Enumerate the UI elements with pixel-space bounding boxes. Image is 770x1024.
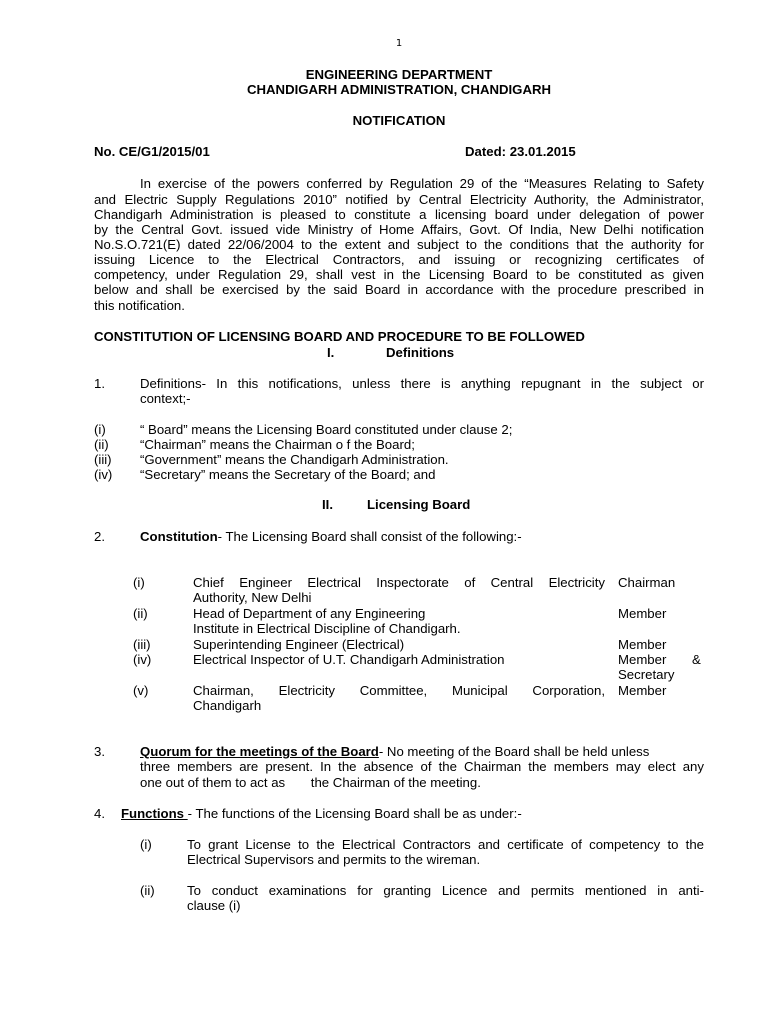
definition-number: (ii) [94, 437, 109, 452]
member-role: Member & [618, 652, 701, 667]
clause-2-number: 2. [94, 529, 105, 544]
member-role: Member [618, 606, 667, 621]
member-number: (iii) [133, 637, 151, 652]
notification-title: NOTIFICATION [352, 113, 446, 128]
function-number: (i) [140, 837, 152, 852]
definition-text: “Chairman” means the Chairman o f the Board; [140, 437, 415, 452]
member-role-cont: Secretary [618, 667, 675, 682]
member-role: Member [618, 683, 667, 698]
definition-number: (iv) [94, 467, 113, 482]
clause-2-title: Constitution [140, 529, 218, 544]
administration-heading: CHANDIGARH ADMINISTRATION, CHANDIGARH [246, 82, 552, 97]
intro-line: issuing Licence to the Electrical Contractors, and issuing or recognizing certificates of [94, 252, 704, 267]
clause-2-text [140, 529, 522, 544]
member-name-cont: Chandigarh [193, 698, 262, 713]
intro-line: No.S.O.721(E) dated 22/06/2004 to the extent and subject to the conditions that the authority for [94, 237, 704, 252]
clause-3-title: Quorum for the meetings of the Board [140, 744, 379, 759]
intro-line: by the Central Govt. issued vide Ministry of Home Affairs, Govt. Of India, New Delhi notification [94, 222, 704, 237]
function-text: To conduct examinations for granting Licence and permits mentioned in anti- [187, 883, 704, 898]
clause-4-text [121, 806, 522, 821]
member-name-cont: Authority, New Delhi [193, 590, 312, 605]
clause-2-body: - The Licensing Board shall consist of the following:- [217, 529, 522, 544]
clause-4-body: - The functions of the Licensing Board shall be as under:- [187, 806, 522, 821]
member-name: Electrical Inspector of U.T. Chandigarh Administration [193, 652, 505, 667]
section-1-title: Definitions [386, 345, 455, 360]
definition-number: (i) [94, 422, 106, 437]
definition-number: (iii) [94, 452, 112, 467]
function-text: clause (i) [187, 898, 241, 913]
intro-line: Chandigarh Administration is pleased to constitute a licensing board under delegation of power [94, 207, 704, 222]
clause-3-number: 3. [94, 744, 105, 759]
clause-3-text: one out of them to act as the Chairman of the meeting. [140, 775, 481, 790]
page-number: 1 [395, 38, 403, 49]
member-number: (i) [133, 575, 145, 590]
member-number: (iv) [133, 652, 152, 667]
section-heading: CONSTITUTION OF LICENSING BOARD AND PROCEDURE TO BE FOLLOWED [94, 329, 585, 344]
member-number: (v) [133, 683, 149, 698]
intro-line: this notification. [94, 298, 185, 313]
member-role: Chairman [618, 575, 676, 590]
definition-text: “Government” means the Chandigarh Administration. [140, 452, 449, 467]
clause-4-number: 4. [94, 806, 105, 821]
function-text: To grant License to the Electrical Contractors and certificate of competency to the [187, 837, 704, 852]
notification-date: Dated: 23.01.2015 [465, 144, 576, 159]
department-heading: ENGINEERING DEPARTMENT [305, 67, 493, 82]
member-name: Superintending Engineer (Electrical) [193, 637, 405, 652]
member-name: Head of Department of any Engineering [193, 606, 426, 621]
clause-3-text [140, 744, 649, 759]
member-name: Chairman, Electricity Committee, Municipal Corporation, [193, 683, 605, 698]
member-number: (ii) [133, 606, 148, 621]
clause-1-text: context;- [140, 391, 191, 406]
definition-text: “ Board” means the Licensing Board constituted under clause 2; [140, 422, 513, 437]
section-2-number: II. [322, 497, 333, 512]
clause-3-body: - No meeting of the Board shall be held unless [378, 744, 650, 759]
member-role: Member [618, 637, 667, 652]
notification-number: No. CE/G1/2015/01 [94, 144, 210, 159]
intro-line: In exercise of the powers conferred by Regulation 29 of the “Measures Relating to Safety [140, 176, 704, 191]
clause-1-text: Definitions- In this notifications, unless there is anything repugnant in the subject or [140, 376, 704, 391]
section-1-number: I. [327, 345, 335, 360]
clause-4-title: Functions [121, 806, 188, 821]
member-name-cont: Institute in Electrical Discipline of Chandigarh. [193, 621, 461, 636]
section-2-title: Licensing Board [367, 497, 471, 512]
intro-line: and Electric Supply Regulations 2010” notified by Central Electricity Authority, the Administrator, [94, 192, 704, 207]
definition-text: “Secretary” means the Secretary of the Board; and [140, 467, 436, 482]
clause-1-number: 1. [94, 376, 105, 391]
clause-3-text: three members are present. In the absence of the Chairman the members may elect any [140, 759, 704, 774]
intro-line: below and shall be exercised by the said Board in accordance with the procedure prescribed in [94, 282, 704, 297]
member-name: Chief Engineer Electrical Inspectorate of Central Electricity [193, 575, 605, 590]
function-text: Electrical Supervisors and permits to the wireman. [187, 852, 481, 867]
function-number: (ii) [140, 883, 155, 898]
intro-line: competency, under Regulation 29, shall vest in the Licensing Board to be constituted as given [94, 267, 704, 282]
